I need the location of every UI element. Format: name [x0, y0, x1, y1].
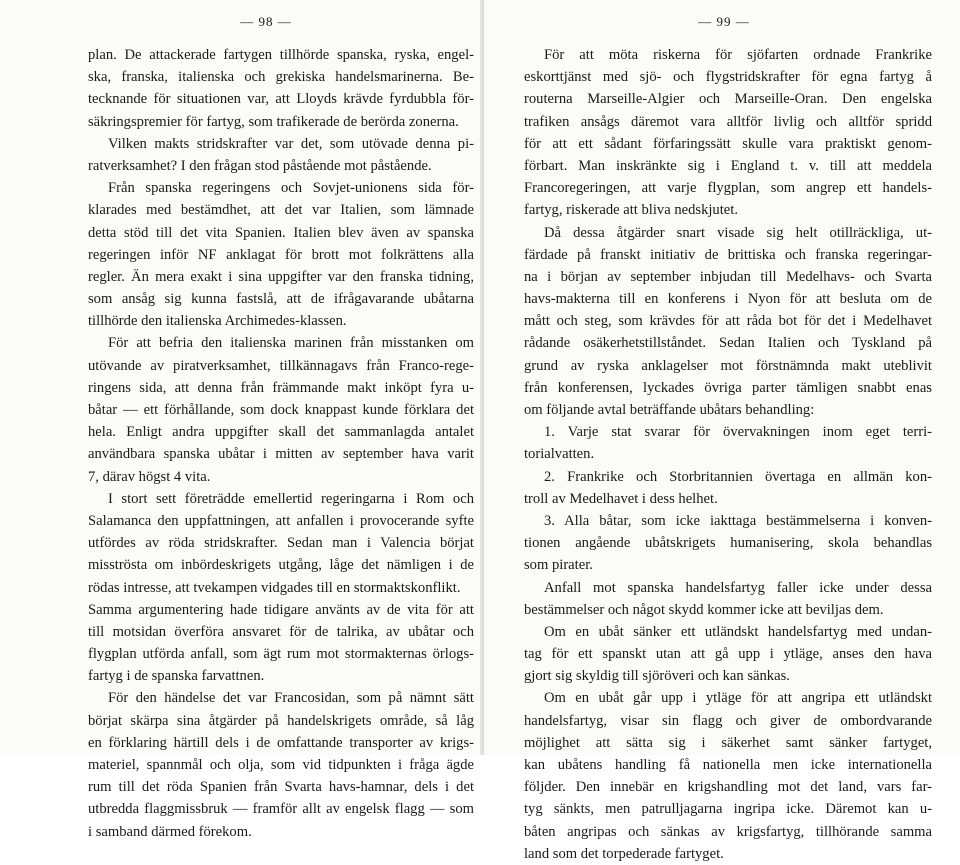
text-line: tionen angående ubåtskrigets humanisering, skola behandlas [524, 535, 932, 552]
text-line: plan. De attackerade fartygen tillhörde spanska, ryska, engel- [88, 47, 474, 63]
body-text [88, 44, 474, 843]
text-line: bestämmelser och något skydd kommer icke att beviljas dem. [524, 601, 884, 618]
text-line: gjort sig skyldig till sjöröveri och kan sänkas. [524, 668, 790, 685]
text-line: ringens sida, att denna från främmande makt inköpt fyra u- [88, 379, 474, 396]
text-line: Då dessa åtgärder snart visade sig helt otillräckliga, ut- [544, 224, 932, 241]
text-line: om följande avtal beträffande ubåtars behandling: [524, 402, 815, 418]
text-line: För den händelse det var Francosidan, som på nämnt sätt [108, 690, 474, 707]
text-line: regeringen inför NF anklagat för brott mot folkrättens alla [88, 246, 474, 263]
text-line: börjat skärpa sina åtgärder på handelskrigets område, så låg [88, 712, 474, 729]
text-line: i samband därmed förekom. [88, 823, 252, 840]
text-line: fartyg i de spanska farvattnen. [88, 668, 265, 685]
text-line: tyg sänkts, men patrulljagarna ingripa icke. Däremot kan u- [524, 801, 932, 818]
text-line: följder. Den innebär en krigshandling mot det land, vars far- [524, 779, 932, 796]
text-line: Vilken makts stridskrafter var det, som utövade denna pi- [108, 135, 474, 152]
text-line: för att ett sådant förfaringssätt skulle vara praktiskt genom- [524, 135, 932, 152]
text-line: För att befria den italienska marinen från misstanken om [108, 335, 474, 352]
text-line: kan ubåtens handling få nationella men icke internationella [524, 757, 932, 773]
text-line: grund av ryska anklagelser mot förstnämnda makt uteblivit [524, 357, 932, 374]
text-line: 2. Frankrike och Storbritannien övertaga en allmän kon- [544, 468, 932, 485]
text-line: trafiken ansågs däremot vara alltför livlig och alltför spridd [524, 113, 932, 130]
text-line: en förklaring härtill dels i de omfattande transporter av krigs- [88, 734, 474, 751]
text-line: möjlighet att sätta sig i säkerhet samt sänker fartyget, [524, 734, 932, 751]
text-line: fartyg, riskerade att bliva nedskjutet. [524, 202, 738, 219]
page-number: — 98 — [240, 14, 292, 29]
text-line: båten angripas och sänkas av krigsfartyg, tillhörande samma [524, 823, 932, 840]
right-page [484, 0, 960, 862]
text-line: land som det torpederade fartyget. [524, 845, 724, 862]
text-line: 7, därav högst 4 vita. [88, 468, 211, 485]
text-line: na i början av september inbjudan till Medelhavs- och Svarta [524, 268, 932, 285]
page-number: — 99 — [698, 14, 750, 29]
text-line: som pirater. [524, 557, 593, 574]
text-line: Från spanska regeringens och Sovjet-unionens sida för- [108, 180, 474, 197]
text-line: 1. Varje stat svarar för övervakningen inom eget terri- [544, 424, 932, 441]
text-line: säkringspremier för fartyg, som trafikerade de berörda zonerna. [88, 113, 459, 130]
text-line: routerna Marseille-Algier och Marseille-Oran. Den engelska [524, 91, 932, 108]
text-line: tag för ett spanskt utan att gå upp i ytläge, anses den hava [524, 646, 932, 663]
text-line: 3. Alla båtar, som icke iakttaga bestämmelserna i konven- [544, 512, 932, 529]
text-line: För att möta riskerna för sjöfarten ordnade Frankrike [544, 47, 932, 63]
text-line: materiel, spannmål och olja, som vid tidpunkten i fråga ägde [88, 757, 474, 773]
text-line: rådande osäkerhetstillståndet. Sedan Italien och Tyskland på [524, 335, 932, 352]
text-line: ratverksamhet? I den frågan stod påstående mot påstående. [88, 157, 432, 174]
text-line: eskorttjänst med sjö- och flygstridskrafter för egna fartyg å [524, 69, 932, 86]
text-line: utövande av piratverksamhet, tillkännagavs från Franco-rege- [88, 357, 474, 374]
text-line: troll av Medelhavet i dess helhet. [524, 490, 718, 507]
text-line: misströsta om inbördeskrigets utgång, låge det nämligen i de [88, 557, 474, 574]
text-line: Anfall mot spanska handelsfartyg faller icke under dessa [544, 579, 932, 596]
text-line: klarades med bestämdhet, att det var Italien, som lämnade [88, 202, 474, 219]
text-line: som ansåg sig kunna fastslå, att de ifrågavarande ubåtarna [88, 291, 474, 308]
text-line: användbara spanska ubåtar i mitten av september hava varit [88, 446, 474, 463]
text-line: till motsidan överföra ansvaret för de talrika, av ubåtar och [88, 623, 474, 640]
left-page [0, 0, 484, 840]
text-line: Om en ubåt sänker ett utländskt handelsfartyg med undan- [544, 623, 932, 640]
text-line: förbart. Man inskränkte sig i England t. v. till att meddela [524, 157, 932, 174]
text-line: I stort sett företrädde emellertid regeringarna i Rom och [108, 490, 474, 507]
text-line: regler. Än mera exakt i sina uppgifter var den franska tidning, [88, 268, 474, 285]
text-line: mått och steg, som krävdes för att råda bot för det i Medelhavet [524, 313, 932, 330]
text-line: båtar — ett förhållande, som dock knappast kunde förklara det [88, 402, 474, 418]
text-line: havs-makterna till en konferens i Nyon för att besluta om de [524, 291, 932, 308]
text-line: torialvatten. [524, 446, 595, 463]
body-text [524, 44, 932, 865]
text-line: utfördes av röda stridskrafter. Sedan man i Valencia börjat [88, 535, 474, 552]
text-line: rum till det röda Spanien från Svarta havs-hamnar, dels i det [88, 779, 474, 796]
text-line: tecknande för situationen var, att Lloyds krävde fyrdubbla för- [88, 91, 474, 108]
text-line: tillhörde den italienska Archimedes-klassen. [88, 313, 347, 330]
text-line: ska, franska, italienska och grekiska handelsmarinerna. Be- [88, 69, 474, 86]
text-line: detta stöd till det vita Spanien. Italien blev även av spanska [88, 224, 474, 241]
text-line: från konferensen, lyckades övriga parter tämligen snabbt enas [524, 379, 932, 396]
text-line: hela. Enligt andra uppgifter skall det sammanlagda antalet [88, 424, 474, 441]
text-line: Samma argumentering hade tidigare använts av de vita för att [88, 601, 474, 618]
text-line: Salamanca den uppfattningen, att anfallen i provocerande syfte [88, 512, 474, 529]
text-line: rödas intresse, att tvekampen vidgades till en stormaktskonflikt. [88, 579, 461, 596]
text-line: utbredda flaggmissbruk — framför allt av engelsk flagg — som [88, 801, 474, 818]
text-line: färdade på franskt initiativ de brittiska och franska regeringar- [524, 246, 932, 263]
text-line: Om en ubåt går upp i ytläge för att angripa ett utländskt [544, 690, 932, 707]
text-line: Francoregeringen, att varje flygplan, som angrep ett handels- [524, 180, 932, 197]
text-line: flygplan utförda anfall, som ägt rum mot stormakternas örlogs- [88, 646, 474, 663]
text-line: handelsfartyg, visar sin flagg och giver de ombordvarande [524, 712, 932, 729]
